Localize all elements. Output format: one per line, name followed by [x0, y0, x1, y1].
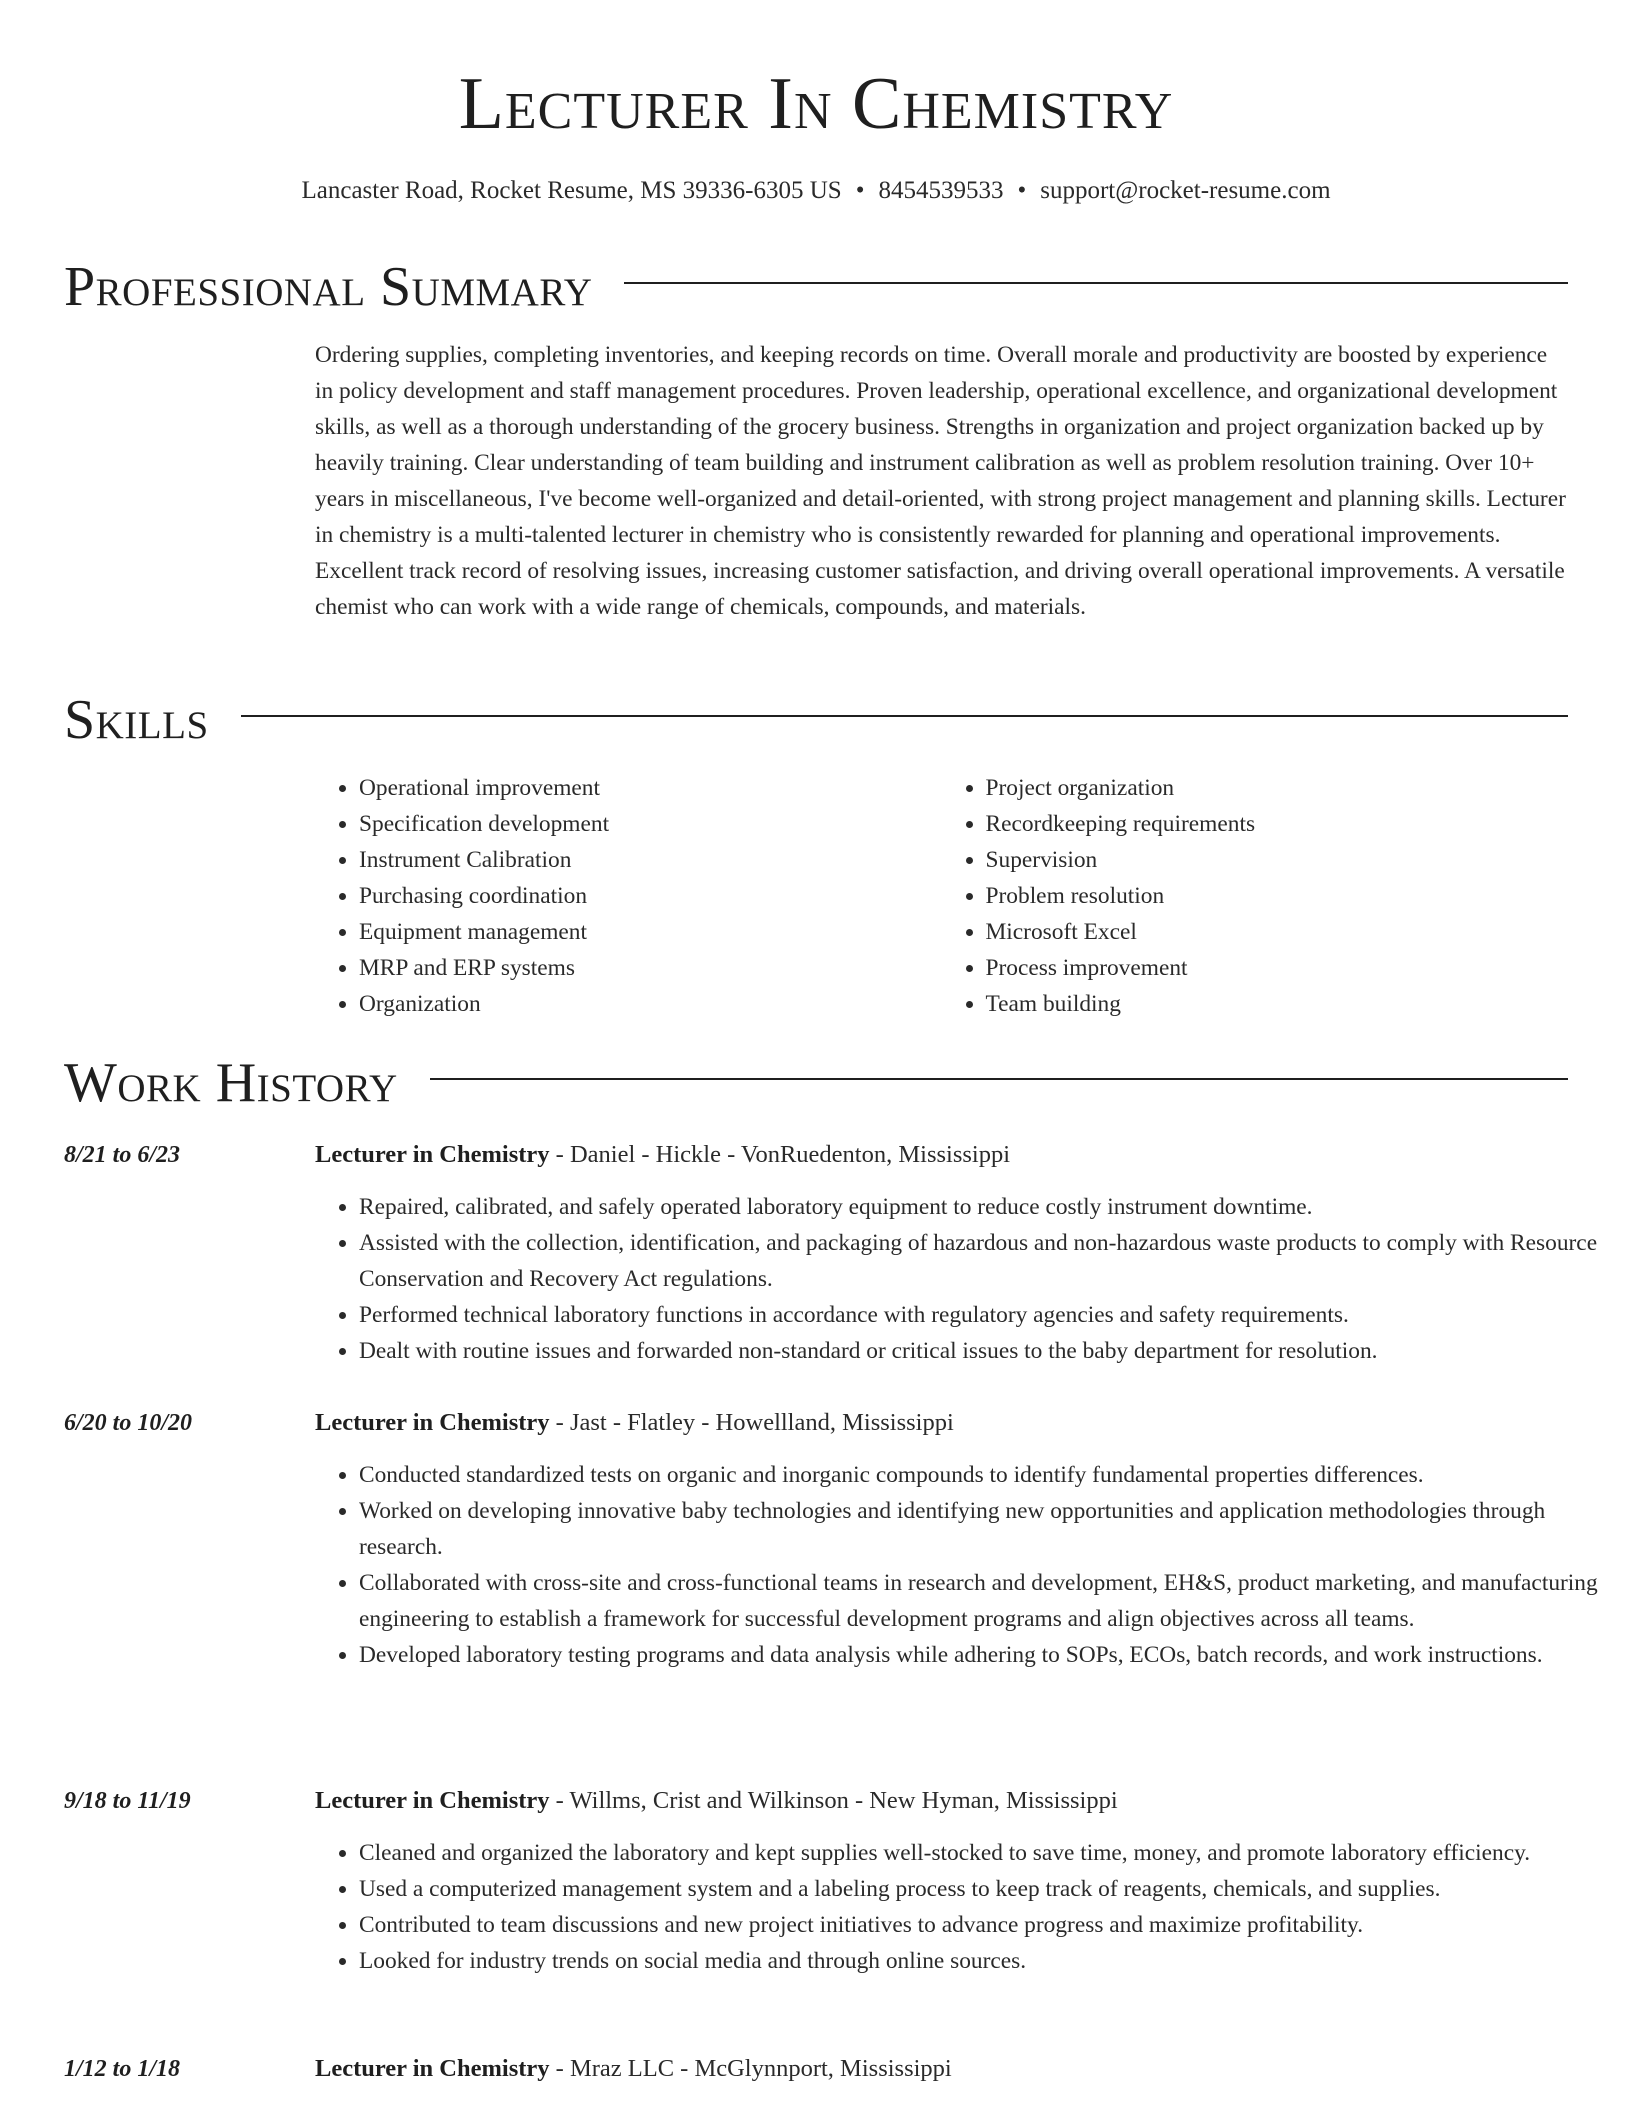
summary-heading: Professional Summary	[64, 256, 593, 318]
separator: •	[855, 177, 865, 204]
job-title-line	[315, 1137, 1568, 1173]
job-bullet: • Repaired, calibrated, and safely operated laboratory equipment to reduce costly instrument downtime.	[359, 1189, 1612, 1225]
work-heading: Work History	[64, 1052, 398, 1114]
job-employer: - Daniel - Hickle - VonRuedenton, Mississippi	[549, 1141, 1011, 1168]
work-section-header	[64, 1051, 1568, 1115]
summary-section-header	[64, 255, 1568, 319]
job-bullet: • Conducted standardized tests on organic and inorganic compounds to identify fundamental properties differences.	[359, 1457, 1612, 1493]
job-dates: 1/12 to 1/18	[64, 2056, 181, 2082]
candidate-name: Lecturer In Chemistry	[458, 63, 1174, 145]
section-divider	[241, 715, 1568, 717]
job-bullet: • Developed laboratory testing programs and data analysis while adhering to SOPs, ECOs, batch records, and work instructions.	[359, 1637, 1612, 1673]
job-employer: - Willms, Crist and Wilkinson - New Hyman, Mississippi	[549, 1787, 1118, 1814]
job-bullet: • Performed technical laboratory functions in accordance with regulatory agencies and safety requirements.	[359, 1297, 1612, 1333]
job-title: Lecturer in Chemistry	[315, 1787, 550, 1814]
job-bullets	[315, 1189, 1612, 1369]
email: support@rocket-resume.com	[1040, 177, 1331, 204]
job-dates: 6/20 to 10/20	[64, 1410, 193, 1436]
phone: 8454539533	[878, 177, 1004, 204]
job-title: Lecturer in Chemistry	[315, 2055, 550, 2082]
section-divider	[430, 1078, 1568, 1080]
job-title-line	[315, 1405, 1568, 1441]
job-bullet: • Assisted with the collection, identification, and packaging of hazardous and non-hazardous waste products to comply with Resource Conservation and Recovery Act regulations.	[359, 1225, 1612, 1297]
job-employer: - Jast - Flatley - Howellland, Mississippi	[549, 1409, 954, 1436]
skill-item: • Supervision	[986, 842, 1569, 878]
contact-line	[64, 174, 1568, 208]
address: Lancaster Road, Rocket Resume, MS 39336-6305 US	[301, 177, 842, 204]
skill-item: • Project organization	[986, 770, 1569, 806]
job-bullet: • Collaborated with cross-site and cross-functional teams in research and development, EH&S, product marketing, and manufacturing engineering to establish a framework for successful development programs and align objectives across all teams.	[359, 1565, 1612, 1637]
skill-item: • Instrument Calibration	[359, 842, 942, 878]
job-dates: 9/18 to 11/19	[64, 1788, 191, 1814]
skills-column-left	[315, 770, 942, 1022]
skill-item: • MRP and ERP systems	[359, 950, 942, 986]
skills-column-right	[942, 770, 1569, 1022]
skill-item: • Purchasing coordination	[359, 878, 942, 914]
skill-item: • Process improvement	[986, 950, 1569, 986]
skill-item: • Operational improvement	[359, 770, 942, 806]
job-title: Lecturer in Chemistry	[315, 1141, 550, 1168]
skills-heading: Skills	[64, 689, 209, 751]
skill-item: • Equipment management	[359, 914, 942, 950]
separator: •	[1017, 177, 1027, 204]
job-bullet: • Used a computerized management system and a labeling process to keep track of reagents, chemicals, and supplies.	[359, 1871, 1612, 1907]
job-bullets	[315, 1835, 1612, 1979]
skills-section-header	[64, 688, 1568, 752]
section-divider	[624, 282, 1568, 284]
job-bullet: • Cleaned and organized the laboratory and kept supplies well-stocked to save time, money, and promote laboratory efficiency.	[359, 1835, 1612, 1871]
job-title: Lecturer in Chemistry	[315, 1409, 550, 1436]
skill-item: • Recordkeeping requirements	[986, 806, 1569, 842]
job-bullet: • Contributed to team discussions and new project initiatives to advance progress and maximize profitability.	[359, 1907, 1612, 1943]
job-employer: - Mraz LLC - McGlynnport, Mississippi	[549, 2055, 952, 2082]
job-bullet: • Dealt with routine issues and forwarded non-standard or critical issues to the baby department for resolution.	[359, 1333, 1612, 1369]
job-bullet: • Looked for industry trends on social media and through online sources.	[359, 1943, 1612, 1979]
skill-item: • Team building	[986, 986, 1569, 1022]
job-bullets	[315, 1457, 1612, 1673]
summary-text: Ordering supplies, completing inventories, and keeping records on time. Overall morale and productivity are boosted by experience in policy development and staff management procedures. Proven leadership, operational excellence, and organizational development skills, as well as a thorough understanding of the grocery business. Strengths in organization and project organization backed up by heavily training. Clear understanding of team building and instrument calibration as well as problem resolution training. Over 10+ years in miscellaneous, I've become well-organized and detail-oriented, with strong project management and planning skills. Lecturer in chemistry is a multi-talented lecturer in chemistry who is consistently rewarded for planning and operational improvements. Excellent track record of resolving issues, increasing customer satisfaction, and driving overall operational improvements. A versatile chemist who can work with a wide range of chemicals, compounds, and materials.	[315, 342, 1566, 620]
skill-item: • Specification development	[359, 806, 942, 842]
job-title-line	[315, 1783, 1568, 1819]
skill-item: • Organization	[359, 986, 942, 1022]
job-bullet: • Worked on developing innovative baby technologies and identifying new opportunities and application methodologies through research.	[359, 1493, 1612, 1565]
skill-item: • Microsoft Excel	[986, 914, 1569, 950]
job-title-line	[315, 2051, 1568, 2087]
job-dates: 8/21 to 6/23	[64, 1142, 181, 1168]
skills-list	[315, 770, 1568, 1022]
skill-item: • Problem resolution	[986, 878, 1569, 914]
